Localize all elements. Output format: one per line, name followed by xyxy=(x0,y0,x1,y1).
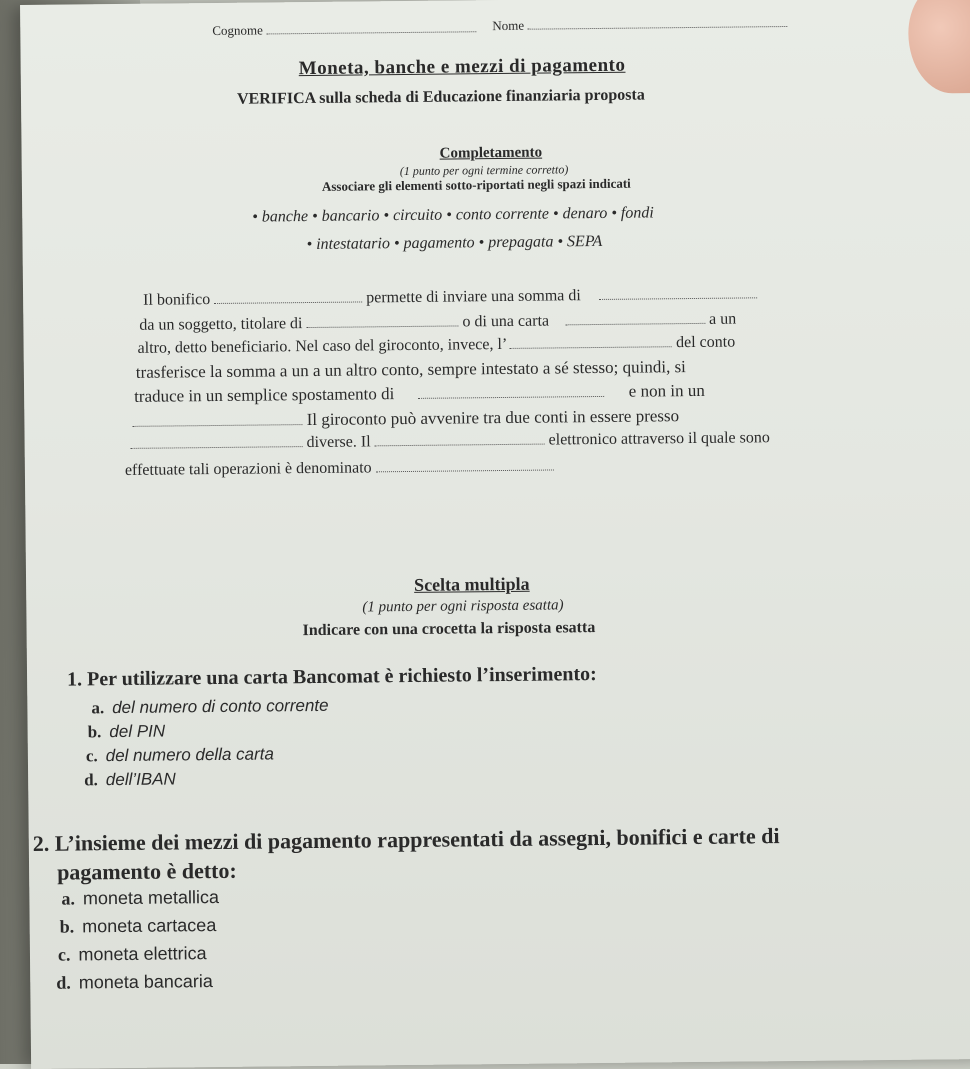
section-completamento-instruction: Associare gli elementi sotto-riportati negli spazi indicati xyxy=(321,175,631,194)
section-multiple-choice-title: Scelta multipla xyxy=(414,573,530,595)
question-1-option-c[interactable] xyxy=(86,744,274,766)
option-text: moneta cartacea xyxy=(82,915,217,937)
option-letter: b. xyxy=(59,916,75,937)
cloze-text: o di una carta xyxy=(462,312,550,331)
question-1-option-a[interactable] xyxy=(91,696,328,718)
option-text: moneta bancaria xyxy=(78,971,213,993)
question-2-option-b[interactable] xyxy=(60,915,217,938)
question-2-text-line-2: pagamento è detto: xyxy=(56,857,237,885)
option-text: del PIN xyxy=(109,721,166,742)
blank-7[interactable] xyxy=(132,414,302,427)
cloze-line-1 xyxy=(143,285,757,309)
cloze-line-5 xyxy=(134,381,705,407)
cloze-text: da un soggetto, titolare di xyxy=(139,315,303,334)
surname-blank[interactable] xyxy=(266,21,476,34)
option-text: del numero di conto corrente xyxy=(112,695,329,718)
word-bank-line-2: • intestatario • pagamento • prepagata • SEPA xyxy=(306,232,603,254)
cloze-line-6 xyxy=(132,406,679,432)
blank-5[interactable] xyxy=(510,336,672,349)
blank-3[interactable] xyxy=(306,315,458,328)
question-1-option-d[interactable] xyxy=(84,769,176,790)
option-letter: c. xyxy=(85,746,98,766)
cloze-line-8 xyxy=(125,457,554,479)
option-text: del numero della carta xyxy=(105,744,274,766)
question-2-option-d[interactable] xyxy=(56,971,213,994)
worksheet-page xyxy=(20,0,970,1069)
cloze-text: Il giroconto può avvenire tra due conti in essere presso xyxy=(306,406,680,430)
option-text: dell’IBAN xyxy=(105,769,176,790)
word-bank-line-1: • banche • bancario • circuito • conto corrente • denaro • fondi xyxy=(252,204,654,226)
blank-4[interactable] xyxy=(565,313,705,325)
section-completamento-points: (1 punto per ogni termine corretto) xyxy=(399,162,569,179)
name-label: Nome xyxy=(492,17,525,34)
cloze-text: e non in un xyxy=(628,380,705,401)
blank-8[interactable] xyxy=(131,436,303,449)
cloze-text: diverse. Il xyxy=(306,433,371,452)
section-completamento-title: Completamento xyxy=(439,144,543,162)
question-2-text-line-1: 2. L’insieme dei mezzi di pagamento rappresentati da assegni, bonifici e carte di xyxy=(32,823,780,856)
option-text: moneta elettrica xyxy=(78,943,207,965)
question-2-option-c[interactable] xyxy=(58,943,207,966)
option-letter: a. xyxy=(61,888,75,909)
finger-photo-detail xyxy=(908,0,970,94)
surname-field xyxy=(212,20,476,39)
page-title: Moneta, banche e mezzi di pagamento xyxy=(298,54,626,80)
cloze-line-2 xyxy=(139,311,736,335)
blank-2[interactable] xyxy=(599,287,757,300)
cloze-text: Il bonifico xyxy=(143,291,211,309)
cloze-text: traduce in un semplice spostamento di xyxy=(134,384,395,406)
cloze-text: altro, detto beneficiario. Nel caso del giroconto, invece, l’ xyxy=(137,335,507,357)
name-field xyxy=(492,15,787,34)
option-text: moneta metallica xyxy=(82,886,220,909)
question-1-text: 1. Per utilizzare una carta Bancomat è richiesto l’inserimento: xyxy=(66,663,597,691)
page-subtitle: VERIFICA sulla scheda di Educazione finanziaria proposta xyxy=(236,86,645,108)
blank-9[interactable] xyxy=(375,434,545,447)
cloze-line-4: trasferisce la somma a un a un altro conto, sempre intestato a sé stesso; quindi, si xyxy=(135,357,686,382)
blank-10[interactable] xyxy=(376,459,554,472)
name-blank[interactable] xyxy=(527,16,787,30)
option-letter: d. xyxy=(56,972,71,993)
question-2-option-a[interactable] xyxy=(61,887,219,910)
blank-1[interactable] xyxy=(214,291,362,304)
cloze-text: a un xyxy=(708,310,737,328)
cloze-text: del conto xyxy=(675,333,736,352)
cloze-text: elettronico attraverso il quale sono xyxy=(548,429,770,449)
cloze-line-7 xyxy=(131,429,770,454)
option-letter: b. xyxy=(87,722,102,742)
surname-label: Cognome xyxy=(212,22,263,39)
section-multiple-choice-points: (1 punto per ogni risposta esatta) xyxy=(362,597,564,616)
cloze-text: permette di inviare una somma di xyxy=(366,287,581,307)
option-letter: a. xyxy=(91,698,105,718)
option-letter: d. xyxy=(84,770,98,790)
section-multiple-choice-instruction: Indicare con una crocetta la risposta esatta xyxy=(302,619,596,640)
blank-6[interactable] xyxy=(418,386,604,399)
cloze-line-3 xyxy=(138,334,736,358)
cloze-text: effettuate tali operazioni è denominato xyxy=(124,459,372,479)
question-1-option-b[interactable] xyxy=(88,722,166,743)
option-letter: c. xyxy=(57,944,71,965)
